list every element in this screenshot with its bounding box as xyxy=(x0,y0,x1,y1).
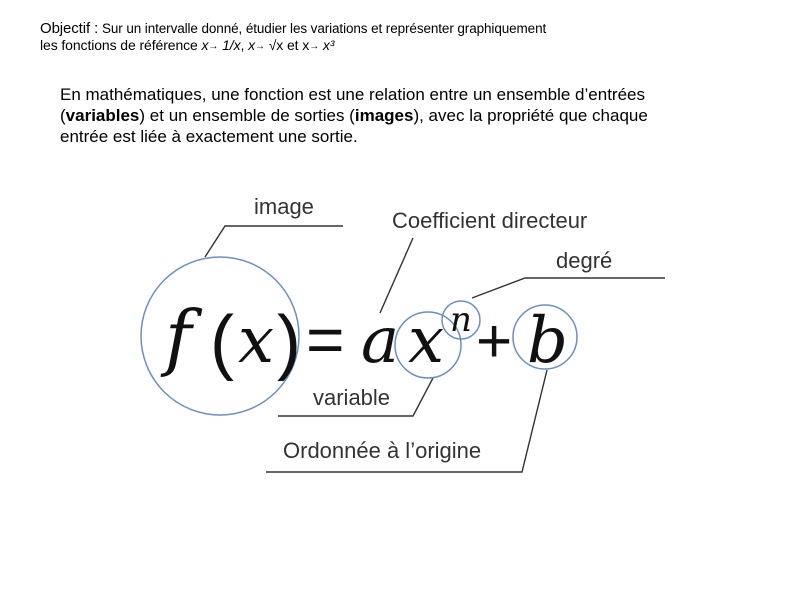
formula-open-paren: ( xyxy=(210,302,234,382)
intro-line-2-end: ), avec la propriété que chaque xyxy=(413,106,648,125)
formula xyxy=(160,295,568,382)
reference-functions-prefix: les fonctions de référence xyxy=(40,37,198,53)
variable-label: variable xyxy=(313,385,391,410)
intro-line-1: En mathématiques, une fonction est une relation entre un ensemble d’entrées xyxy=(60,85,645,104)
formula-equals: = xyxy=(306,302,345,376)
intro-line-2-middle: ) et un ensemble de sorties ( xyxy=(139,106,355,125)
image-leader-line xyxy=(205,226,343,257)
intro-line-3: entrée est liée à exactement une sortie. xyxy=(60,127,358,146)
function-3-variable: x xyxy=(302,37,310,53)
formula-a: a xyxy=(361,304,400,378)
coefficient-label: Coefficient directeur xyxy=(392,208,588,233)
formula-b: b xyxy=(527,304,568,378)
formula-exponent-n: n xyxy=(450,300,472,340)
image-label: image xyxy=(254,194,314,219)
conjunction: et xyxy=(287,37,299,53)
function-3-expression: x³ xyxy=(322,37,335,53)
function-2-expression: √x xyxy=(268,37,284,53)
formula-x: x xyxy=(238,304,275,378)
separator: , xyxy=(240,37,245,53)
variables-keyword: variables xyxy=(65,106,140,125)
degre-label: degré xyxy=(556,248,613,273)
formula-plus: + xyxy=(476,307,513,376)
function-1-expression: 1/x xyxy=(222,37,241,53)
arrow-icon: → xyxy=(309,41,320,52)
degre-leader-line xyxy=(472,278,665,298)
paren-open: ( xyxy=(60,106,66,125)
formula-f: f xyxy=(165,295,192,379)
arrow-icon: → xyxy=(255,41,265,52)
formula-close-paren: ) xyxy=(277,302,301,382)
arrow-icon: → xyxy=(208,41,219,52)
objective-label: Objectif : xyxy=(40,20,99,37)
function-2-variable: x xyxy=(248,37,256,53)
images-keyword: images xyxy=(354,106,414,125)
coefficient-leader-line xyxy=(380,238,413,313)
ordonnee-label: Ordonnée à l’origine xyxy=(283,438,482,463)
function-1-variable: x xyxy=(201,37,209,53)
objective-text: Sur un intervalle donné, étudier les variations et représenter graphiquement xyxy=(101,21,547,36)
formula-x-power: x xyxy=(408,304,445,378)
